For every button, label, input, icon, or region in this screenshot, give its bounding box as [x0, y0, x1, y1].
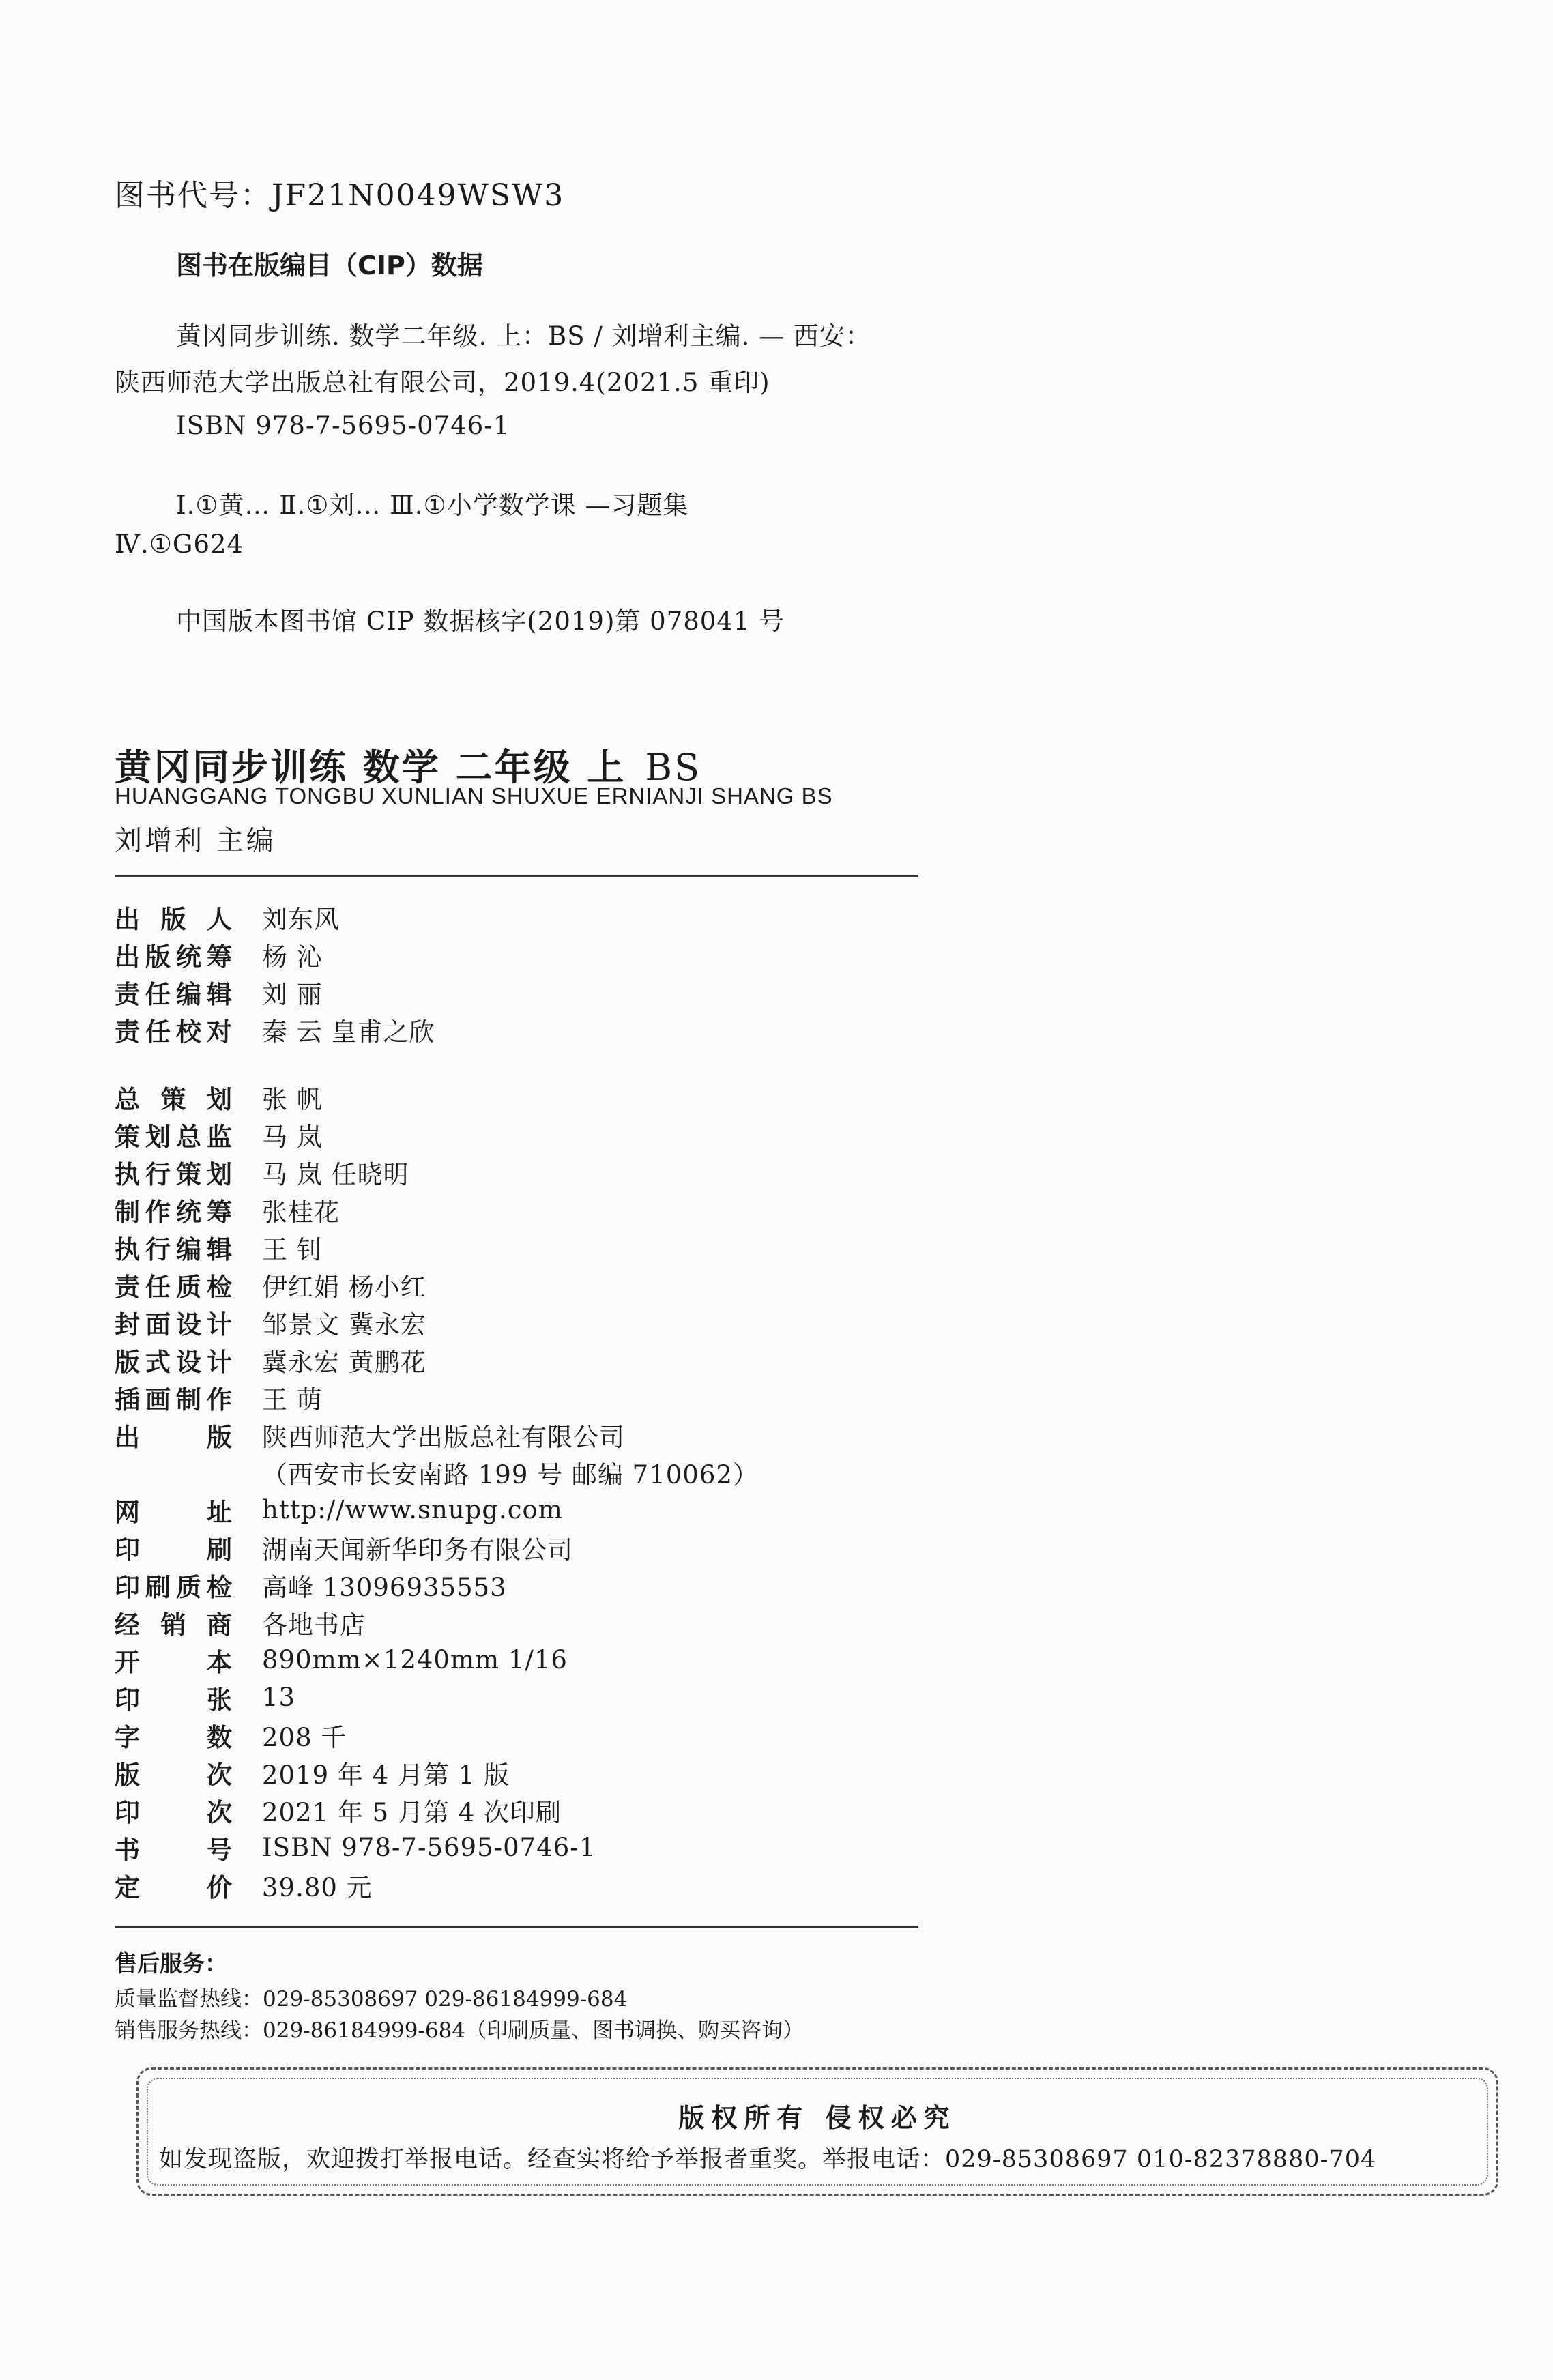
- copyright-text: 如发现盗版，欢迎拨打举报电话。经查实将给予举报者重奖。举报电话：029-85308697 010-82378880-704: [159, 2146, 1377, 2173]
- credit-row: [115, 1153, 759, 1191]
- credit-value: 2019 年 4 月第 1 版: [262, 1760, 510, 1790]
- quality-hotline: 质量监督热线：029-85308697 029-86184999-684: [115, 1987, 628, 2012]
- credit-label: 版 式 设 计: [115, 1347, 232, 1377]
- credit-value: 冀永宏 黄鹏花: [262, 1347, 426, 1377]
- after-sales-title: 售后服务：: [115, 1950, 227, 1977]
- divider-top: [115, 875, 918, 877]
- credit-value: 湖南天闻新华印务有限公司: [262, 1535, 573, 1565]
- credit-value: 杨 沁: [262, 942, 323, 972]
- credit-label: 策 划 总 监: [115, 1122, 232, 1152]
- credit-row: [115, 1491, 759, 1528]
- credit-row: [115, 1528, 759, 1566]
- credit-row: [115, 1641, 759, 1679]
- credit-value: 秦 云 皇甫之欣: [262, 1017, 435, 1047]
- credit-value: 马 岚 任晓明: [262, 1159, 409, 1189]
- credit-label: 执 行 策 划: [115, 1159, 232, 1189]
- credit-label: 插 画 制 作: [115, 1384, 232, 1414]
- credit-value: 刘东风: [262, 904, 340, 934]
- cip-heading: 图书在版编目（CIP）数据: [176, 250, 483, 280]
- credit-row: [115, 1078, 759, 1116]
- book-title-text: 黄冈同步训练 数学 二年级 上: [115, 746, 626, 789]
- credit-label: 出 版 统 筹: [115, 942, 232, 972]
- credit-label: 责 任 校 对: [115, 1017, 232, 1047]
- credit-row: [115, 1341, 759, 1378]
- credit-label: 印 张: [115, 1685, 232, 1715]
- credit-row: [115, 1603, 759, 1641]
- credit-row: [115, 1191, 759, 1228]
- credits-group-1: [115, 898, 759, 1048]
- credit-label: 印 次: [115, 1797, 232, 1827]
- credit-label: 责 任 质 检: [115, 1272, 232, 1302]
- credit-label: 总 策 划: [115, 1084, 232, 1114]
- book-title-pinyin: HUANGGANG TONGBU XUNLIAN SHUXUE ERNIANJI SHANG BS: [115, 783, 833, 809]
- credit-row: [115, 1011, 759, 1048]
- credit-row: [115, 1566, 759, 1603]
- credit-row: [115, 1416, 759, 1453]
- credit-row: [115, 1791, 759, 1829]
- credit-row: [115, 1228, 759, 1266]
- cip-line-2: 陕西师范大学出版总社有限公司，2019.4(2021.5 重印): [115, 368, 770, 397]
- divider-bottom: [115, 1926, 918, 1928]
- credit-row: [115, 1303, 759, 1341]
- credit-row: [115, 1866, 759, 1904]
- credit-value: ISBN 978-7-5695-0746-1: [262, 1833, 596, 1862]
- credit-label: 开 本: [115, 1647, 232, 1677]
- credit-value: 13: [262, 1683, 296, 1712]
- credit-value: 王 钊: [262, 1234, 323, 1264]
- credit-label: 网 址: [115, 1497, 232, 1527]
- credit-label: 经 销 商: [115, 1610, 232, 1640]
- credit-value: 208 千: [262, 1722, 347, 1752]
- credit-value: 各地书店: [262, 1610, 366, 1640]
- credit-label: 责 任 编 辑: [115, 979, 232, 1009]
- credit-row: [115, 1266, 759, 1303]
- credit-label: 印 刷 质 检: [115, 1572, 232, 1602]
- credit-value: （西安市长安南路 199 号 邮编 710062）: [262, 1460, 759, 1490]
- credit-value: 王 萌: [262, 1384, 323, 1414]
- credit-value: 890mm×1240mm 1/16: [262, 1645, 568, 1674]
- copyright-notice-box: [136, 2067, 1498, 2196]
- credit-row: [115, 1378, 759, 1416]
- credit-row: [115, 1754, 759, 1791]
- credit-value: 张 帆: [262, 1084, 323, 1114]
- cip-verify-number: 中国版本图书馆 CIP 数据核字(2019)第 078041 号: [176, 607, 785, 636]
- credit-row: [115, 1829, 759, 1866]
- credit-label: 出 版 人: [115, 904, 232, 934]
- credits-gap: [115, 1048, 759, 1078]
- credit-value: 邹景文 冀永宏: [262, 1309, 426, 1339]
- sales-hotline: 销售服务热线：029-86184999-684（印刷质量、图书调换、购买咨询）: [115, 2018, 804, 2043]
- cip-isbn: ISBN 978-7-5695-0746-1: [176, 411, 510, 440]
- credit-label: 封 面 设 计: [115, 1309, 232, 1339]
- credit-row: [115, 1116, 759, 1153]
- credit-label: 执 行 编 辑: [115, 1234, 232, 1264]
- credit-label: 制 作 统 筹: [115, 1197, 232, 1227]
- credit-value: 刘 丽: [262, 979, 323, 1009]
- credit-value: 张桂花: [262, 1197, 340, 1227]
- copyright-title: 版权所有 侵权必究: [678, 2103, 957, 2133]
- credit-value: 高峰 13096935553: [262, 1572, 507, 1602]
- credit-row: [115, 1679, 759, 1716]
- credits-group-2: [115, 1078, 759, 1904]
- credit-row: [115, 973, 759, 1011]
- credit-label: 出 版: [115, 1422, 232, 1452]
- cip-class-line-2: Ⅳ.①G624: [115, 529, 244, 559]
- credit-label: 印 刷: [115, 1535, 232, 1565]
- book-editor: 刘增利 主编: [115, 825, 276, 856]
- credit-row: [115, 935, 759, 973]
- credits-list: [115, 898, 759, 1904]
- credit-label: 字 数: [115, 1722, 232, 1752]
- credit-row: [115, 1716, 759, 1754]
- credit-label: 书 号: [115, 1835, 232, 1865]
- book-code: 图书代号：JF21N0049WSW3: [115, 178, 565, 213]
- credit-value: 马 岚: [262, 1122, 323, 1152]
- credit-label: 定 价: [115, 1872, 232, 1902]
- credit-value: 陕西师范大学出版总社有限公司: [262, 1422, 625, 1452]
- book-title-suffix: BS: [645, 746, 702, 789]
- cip-line-1: 黄冈同步训练. 数学二年级. 上：BS / 刘增利主编. — 西安：: [176, 321, 871, 351]
- credit-value: http://www.snupg.com: [262, 1495, 563, 1524]
- credit-value: 2021 年 5 月第 4 次印刷: [262, 1797, 562, 1827]
- cip-class-line-1: Ⅰ.①黄… Ⅱ.①刘… Ⅲ.①小学数学课 —习题集: [176, 491, 689, 520]
- credit-row: [115, 898, 759, 935]
- credit-label: 版 次: [115, 1760, 232, 1790]
- credit-value: 39.80 元: [262, 1872, 373, 1902]
- credit-row: [115, 1453, 759, 1491]
- credit-value: 伊红娟 杨小红: [262, 1272, 426, 1302]
